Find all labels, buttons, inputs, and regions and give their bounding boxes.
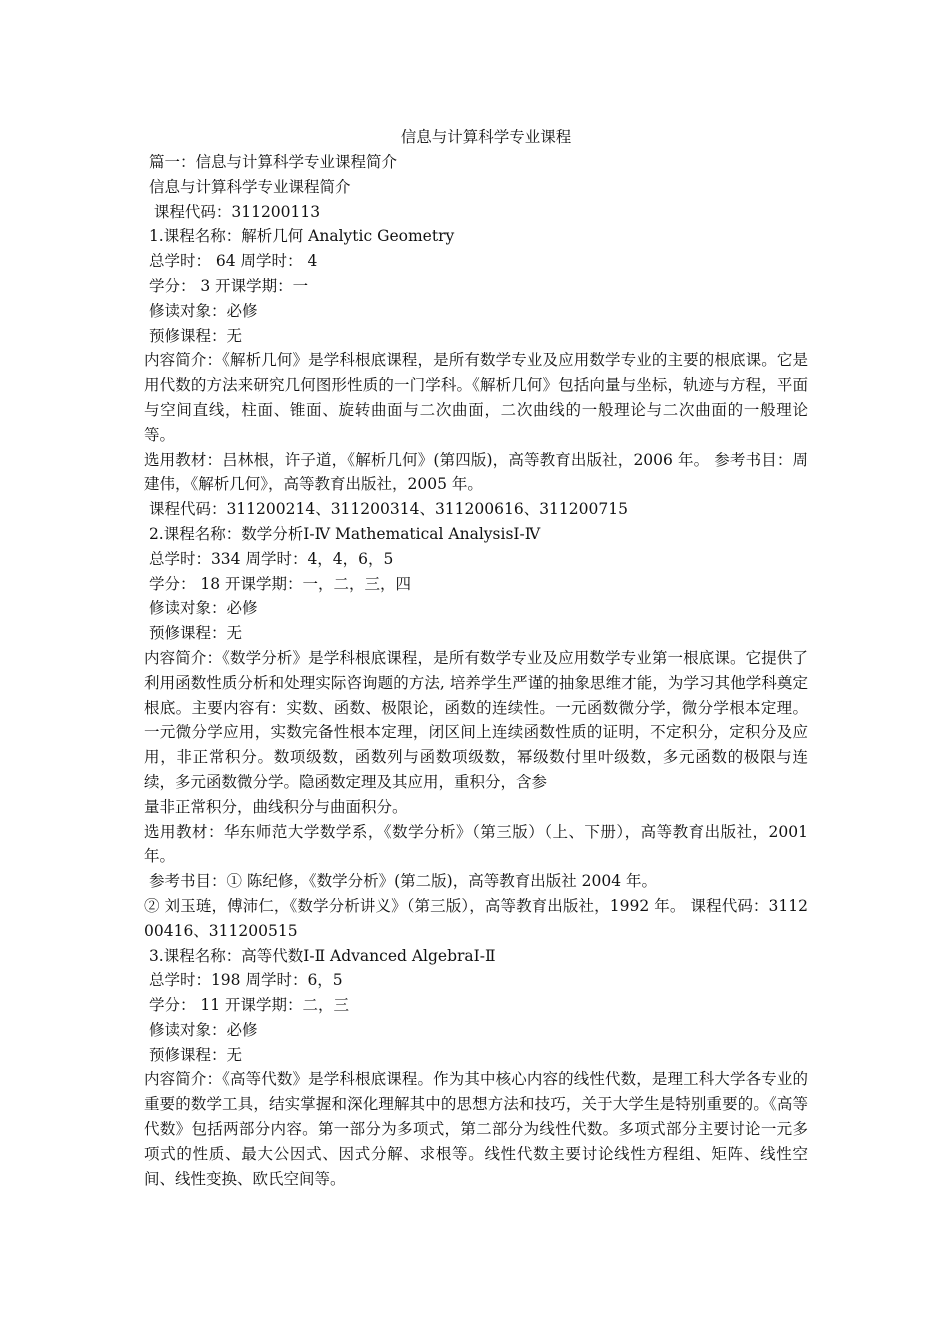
course-code: 课程代码：311200113 (144, 202, 321, 221)
audience: 修读对象：必修 (144, 599, 258, 618)
credits: 学分： 3 开课学期：一 (144, 276, 309, 295)
reference-books: 参考书目：① 陈纪修，《数学分析》(第二版)，高等教育出版社 2004 年。 (144, 872, 658, 891)
course-name: 3.课程名称：高等代数Ⅰ-Ⅱ Advanced AlgebraⅠ-Ⅱ (144, 946, 496, 965)
total-hours: 总学时：198 周学时：6，5 (144, 971, 343, 990)
course-description: 内容简介：《高等代数》是学科根底课程。作为其中核心内容的线性代数，是理工科大学各专业的重要的数学工具，结实掌握和深化理解其中的思想方法和技巧，关于大学生是特别重要的。《高等代数》包括两部分内容。第一部分为多项式，第二部分为线性代数。多项式部分主要讨论一元多项式的性质、最大公因式、因式分解、求根等。线性代数主要讨论线性方程组、矩阵、线性空间、线性变换、欧氏空间等。 (144, 1070, 808, 1188)
audience: 修读对象：必修 (144, 1020, 258, 1039)
total-hours: 总学时：334 周学时：4，4，6，5 (144, 549, 394, 568)
textbook: 选用教材：吕林根，许子道，《解析几何》(第四版)，高等教育出版社，2006 年。 参考书目：周建伟，《解析几何》，高等教育出版社，2005 年。 (144, 450, 808, 494)
total-hours: 总学时： 64 周学时： 4 (144, 252, 318, 271)
document-page (144, 124, 808, 1191)
audience: 修读对象：必修 (144, 301, 258, 320)
prerequisite: 预修课程：无 (144, 624, 242, 643)
document-title: 信息与计算科学专业课程 (400, 128, 572, 146)
section-heading: 信息与计算科学专业课程简介 (144, 177, 351, 196)
course-description: 内容简介：《数学分析》是学科根底课程，是所有数学专业及应用数学专业第一根底课。它提供了利用函数性质分析和处理实际咨询题的方法, 培养学生严谨的抽象思维才能，为学习其他学科奠定根底。主要内容有：实数、函数、极限论，函数的连续性。一元函数微分学，微分学根本定理。一元微分学应用，实数完备性根本定理，闭区间上连续函数性质的证明，不定积分，定积分及应用，非正常积分。数项级数，函数列与函数项级数，幂级数付里叶级数，多元函数的极限与连续，多元函数微分学。隐函数定理及其应用，重积分，含参 (144, 648, 808, 791)
chapter-heading: 篇一：信息与计算科学专业课程简介 (144, 153, 397, 171)
credits: 学分： 18 开课学期：一，二，三，四 (144, 574, 412, 593)
textbook: 选用教材：华东师范大学数学系，《数学分析》（第三版）（上、下册），高等教育出版社，2001 年。 (144, 822, 808, 866)
prerequisite: 预修课程：无 (144, 1045, 242, 1064)
course-name: 2.课程名称：数学分析Ⅰ-Ⅳ Mathematical AnalysisⅠ-Ⅳ (144, 524, 541, 543)
course-description: 内容简介：《解析几何》是学科根底课程，是所有数学专业及应用数学专业的主要的根底课。它是用代数的方法来研究几何图形性质的一门学科。《解析几何》包括向量与坐标，轨迹与方程，平面与空间直线，柱面、锥面、旋转曲面与二次曲面，二次曲线的一般理论与二次曲面的一般理论等。 (144, 351, 808, 444)
reference-books: ② 刘玉琏，傅沛仁，《数学分析讲义》（第三版），高等教育出版社，1992 年。 课程代码：311200416、311200515 (144, 896, 808, 940)
course-description-continued: 量非正常积分，曲线积分与曲面积分。 (144, 797, 408, 816)
prerequisite: 预修课程：无 (144, 326, 242, 345)
course-code: 课程代码：311200214、311200314、311200616、311200715 (144, 500, 628, 519)
course-name: 1.课程名称：解析几何 Analytic Geometry (144, 227, 455, 246)
credits: 学分： 11 开课学期：二，三 (144, 996, 350, 1015)
